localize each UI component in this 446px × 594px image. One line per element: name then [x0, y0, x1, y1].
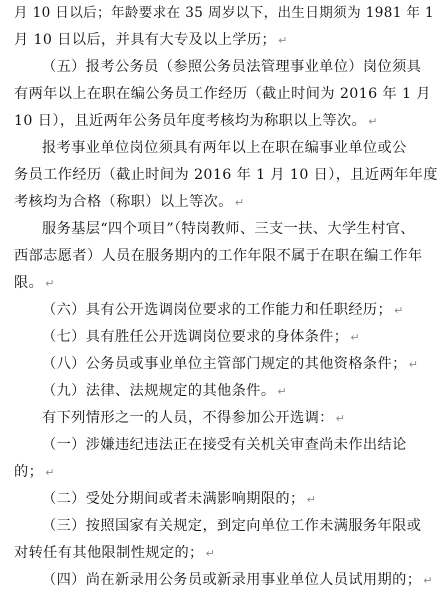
- line-text: （八）公务员或事业单位主管部门规定的其他资格条件；: [42, 356, 407, 372]
- text-line: [42, 218, 440, 240]
- text-line: [14, 542, 440, 565]
- text-line: [42, 353, 440, 376]
- text-line: [42, 488, 440, 511]
- text-line: [42, 299, 440, 322]
- line-text: 月 10 日以后；年龄要求在 35 周岁以下，出生日期须为 1981 年 1: [14, 5, 435, 21]
- text-line: [42, 56, 440, 78]
- line-text: 限。: [14, 275, 44, 291]
- text-line: [14, 2, 440, 24]
- text-line: [42, 515, 440, 537]
- paragraph-mark-icon: ↵: [278, 34, 288, 47]
- text-line: [14, 110, 440, 133]
- text-line: [42, 407, 440, 430]
- line-text: 有下列情形之一的人员，不得参加公开选调：: [42, 410, 334, 426]
- paragraph-mark-icon: ↵: [368, 115, 378, 128]
- line-text: 10 日），且近两年公务员年度考核均为称职以上等次。: [14, 113, 367, 129]
- paragraph-mark-icon: ↵: [423, 574, 433, 587]
- text-line: [42, 137, 440, 159]
- text-line: [14, 272, 440, 295]
- paragraph-mark-icon: ↵: [234, 196, 245, 209]
- paragraph-mark-icon: ↵: [306, 493, 317, 506]
- line-text: 报考事业单位岗位须具有两年以上在职在编事业单位或公: [42, 140, 407, 156]
- line-text: 服务基层“四个项目”（特岗教师、三支一扶、大学生村官、: [42, 221, 415, 237]
- text-line: [14, 245, 440, 267]
- line-text: （六）具有公开选调岗位要求的工作能力和任职经历；: [42, 302, 393, 318]
- text-line: [14, 461, 440, 484]
- line-text: （二）受处分期间或者未满影响期限的；: [42, 491, 305, 507]
- paragraph-mark-icon: ↵: [350, 331, 360, 344]
- paragraph-mark-icon: ↵: [335, 412, 346, 425]
- text-line: [42, 434, 440, 456]
- paragraph-mark-icon: ↵: [45, 277, 55, 290]
- paragraph-mark-icon: ↵: [394, 304, 404, 317]
- line-text: 的；: [14, 464, 44, 480]
- line-text: （七）具有胜任公开选调岗位要求的身体条件；: [42, 329, 349, 345]
- text-line: [14, 83, 440, 105]
- line-text: 对转任有其他限制性规定的；: [14, 545, 204, 561]
- line-text: 西部志愿者）人员在服务期内的工作年限不属于在职在编工作年: [14, 248, 423, 264]
- line-text: （一）涉嫌违纪违法正在接受有关机关审查尚未作出结论: [42, 437, 407, 453]
- line-text: （三）按照国家有关规定，到定向单位工作未满服务年限或: [42, 518, 422, 534]
- text-line: [14, 191, 440, 214]
- paragraph-mark-icon: ↵: [45, 466, 55, 479]
- text-line: [14, 29, 440, 52]
- line-text: 考核均为合格（称职）以上等次。: [14, 194, 233, 210]
- text-line: [42, 380, 440, 403]
- line-text: 务员工作经历（截止时间为 2016 年 1 月 10 日），且近两年年度: [14, 167, 438, 183]
- text-line: [42, 569, 440, 592]
- line-text: （五）报考公务员（参照公务员法管理事业单位）岗位须具: [42, 59, 422, 75]
- line-text: 有两年以上在职在编公务员工作经历（截止时间为 2016 年 1 月: [14, 86, 431, 102]
- paragraph-mark-icon: ↵: [277, 385, 288, 398]
- paragraph-mark-icon: ↵: [408, 358, 419, 371]
- text-line: [14, 164, 440, 186]
- paragraph-mark-icon: ↵: [205, 547, 216, 560]
- text-line: [42, 326, 440, 349]
- line-text: （四）尚在新录用公务员或新录用事业单位人员试用期的；: [42, 572, 422, 588]
- line-text: （九）法律、法规规定的其他条件。: [42, 383, 276, 399]
- line-text: 月 10 日以后，并具有大专及以上学历；: [14, 32, 277, 48]
